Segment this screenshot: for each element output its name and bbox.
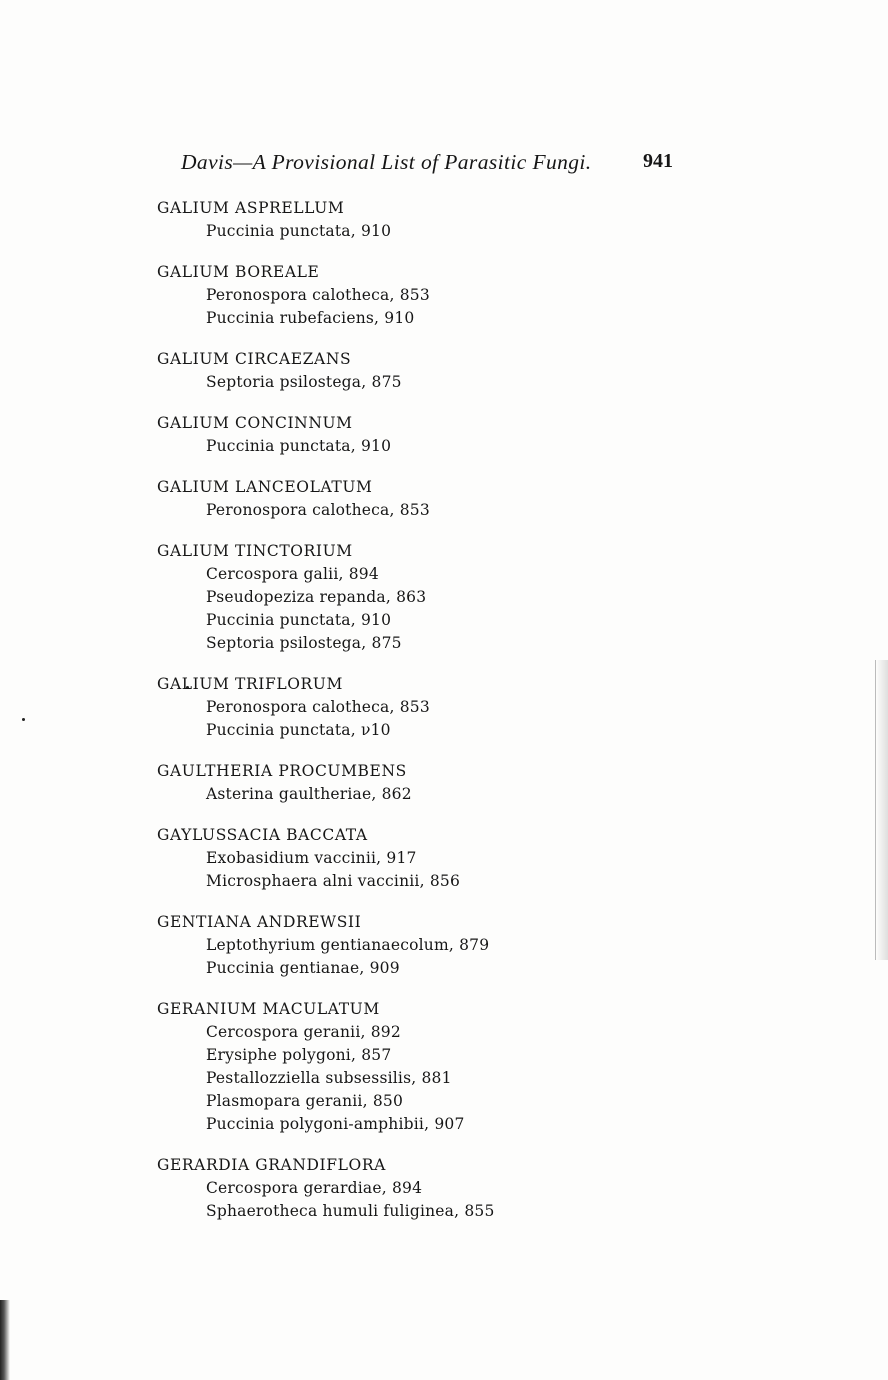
host-plant-name: GAULTHERIA PROCUMBENS [157, 762, 407, 780]
fungus-item: Peronospora calotheca, 853 [206, 501, 430, 519]
host-plant-name: GALIUM TINCTORIUM [157, 542, 353, 560]
host-entry [157, 412, 677, 458]
host-plant-name: GALIUM ASPRELLUM [157, 199, 345, 217]
fungus-item: Exobasidium vaccinii, 917 [206, 849, 417, 867]
host-entry [157, 261, 677, 330]
fungus-item: Leptothyrium gentianaecolum, 879 [206, 936, 490, 954]
host-plant-name: GALIUM LANCEOLATUM [157, 478, 373, 496]
fungus-item: Puccinia punctata, 910 [206, 611, 392, 629]
host-plant-list [157, 197, 677, 1241]
host-plant-name: GAYLUSSACIA BACCATA [157, 826, 368, 844]
host-entry [157, 673, 677, 742]
fungus-item: Puccinia punctata, ν10 [206, 721, 391, 739]
host-entry [157, 1154, 677, 1223]
host-plant-name: GALIUM CIRCAEZANS [157, 350, 352, 368]
fungus-item: Puccinia punctata, 910 [206, 437, 392, 455]
fungus-item: Septoria psilostega, 875 [206, 634, 402, 652]
fungus-item: Plasmopara geranii, 850 [206, 1092, 404, 1110]
fungus-item: Puccinia gentianae, 909 [206, 959, 400, 977]
host-plant-name: GALIUM BOREALE [157, 263, 320, 281]
fungus-item: Pestallozziella subsessilis, 881 [206, 1069, 452, 1087]
host-entry [157, 197, 677, 243]
fungus-item: Cercospora gerardiae, 894 [206, 1179, 423, 1197]
ink-speck [22, 718, 25, 721]
host-plant-name: GALIUM CONCINNUM [157, 414, 353, 432]
fungus-item: Puccinia punctata, 910 [206, 222, 392, 240]
fungus-item: Cercospora galii, 894 [206, 565, 379, 583]
running-header [181, 150, 673, 180]
host-plant-name: GERARDIA GRANDIFLORA [157, 1156, 386, 1174]
fungus-item: Sphaerotheca humuli fuliginea, 855 [206, 1202, 495, 1220]
fungus-item: Asterina gaultheriae, 862 [206, 785, 412, 803]
host-entry [157, 540, 677, 655]
fungus-item: Microsphaera alni vaccinii, 856 [206, 872, 461, 890]
host-entry [157, 760, 677, 806]
host-entry [157, 911, 677, 980]
fungus-item: Peronospora calotheca, 853 [206, 286, 430, 304]
fungus-item: Pseudopeziza repanda, 863 [206, 588, 427, 606]
page-edge-shadow-right [875, 660, 888, 960]
fungus-item: Puccinia polygoni-amphibii, 907 [206, 1115, 465, 1133]
fungus-item: Puccinia rubefaciens, 910 [206, 309, 415, 327]
host-plant-name: GENTIANA ANDREWSII [157, 913, 362, 931]
host-plant-name: GERANIUM MACULATUM [157, 1000, 380, 1018]
page-number: 941 [643, 150, 673, 172]
host-entry [157, 998, 677, 1136]
fungus-item: Septoria psilostega, 875 [206, 373, 402, 391]
host-entry [157, 348, 677, 394]
host-plant-name: GALIUM TRIFLORUM [157, 675, 343, 693]
fungus-item: Cercospora geranii, 892 [206, 1023, 401, 1041]
fungus-item: Erysiphe polygoni, 857 [206, 1046, 392, 1064]
page-edge-shadow-left [0, 1300, 10, 1380]
running-header-title: Davis—A Provisional List of Parasitic Fungi. [181, 150, 592, 174]
host-entry [157, 824, 677, 893]
host-entry [157, 476, 677, 522]
fungus-item: Peronospora calotheca, 853 [206, 698, 430, 716]
